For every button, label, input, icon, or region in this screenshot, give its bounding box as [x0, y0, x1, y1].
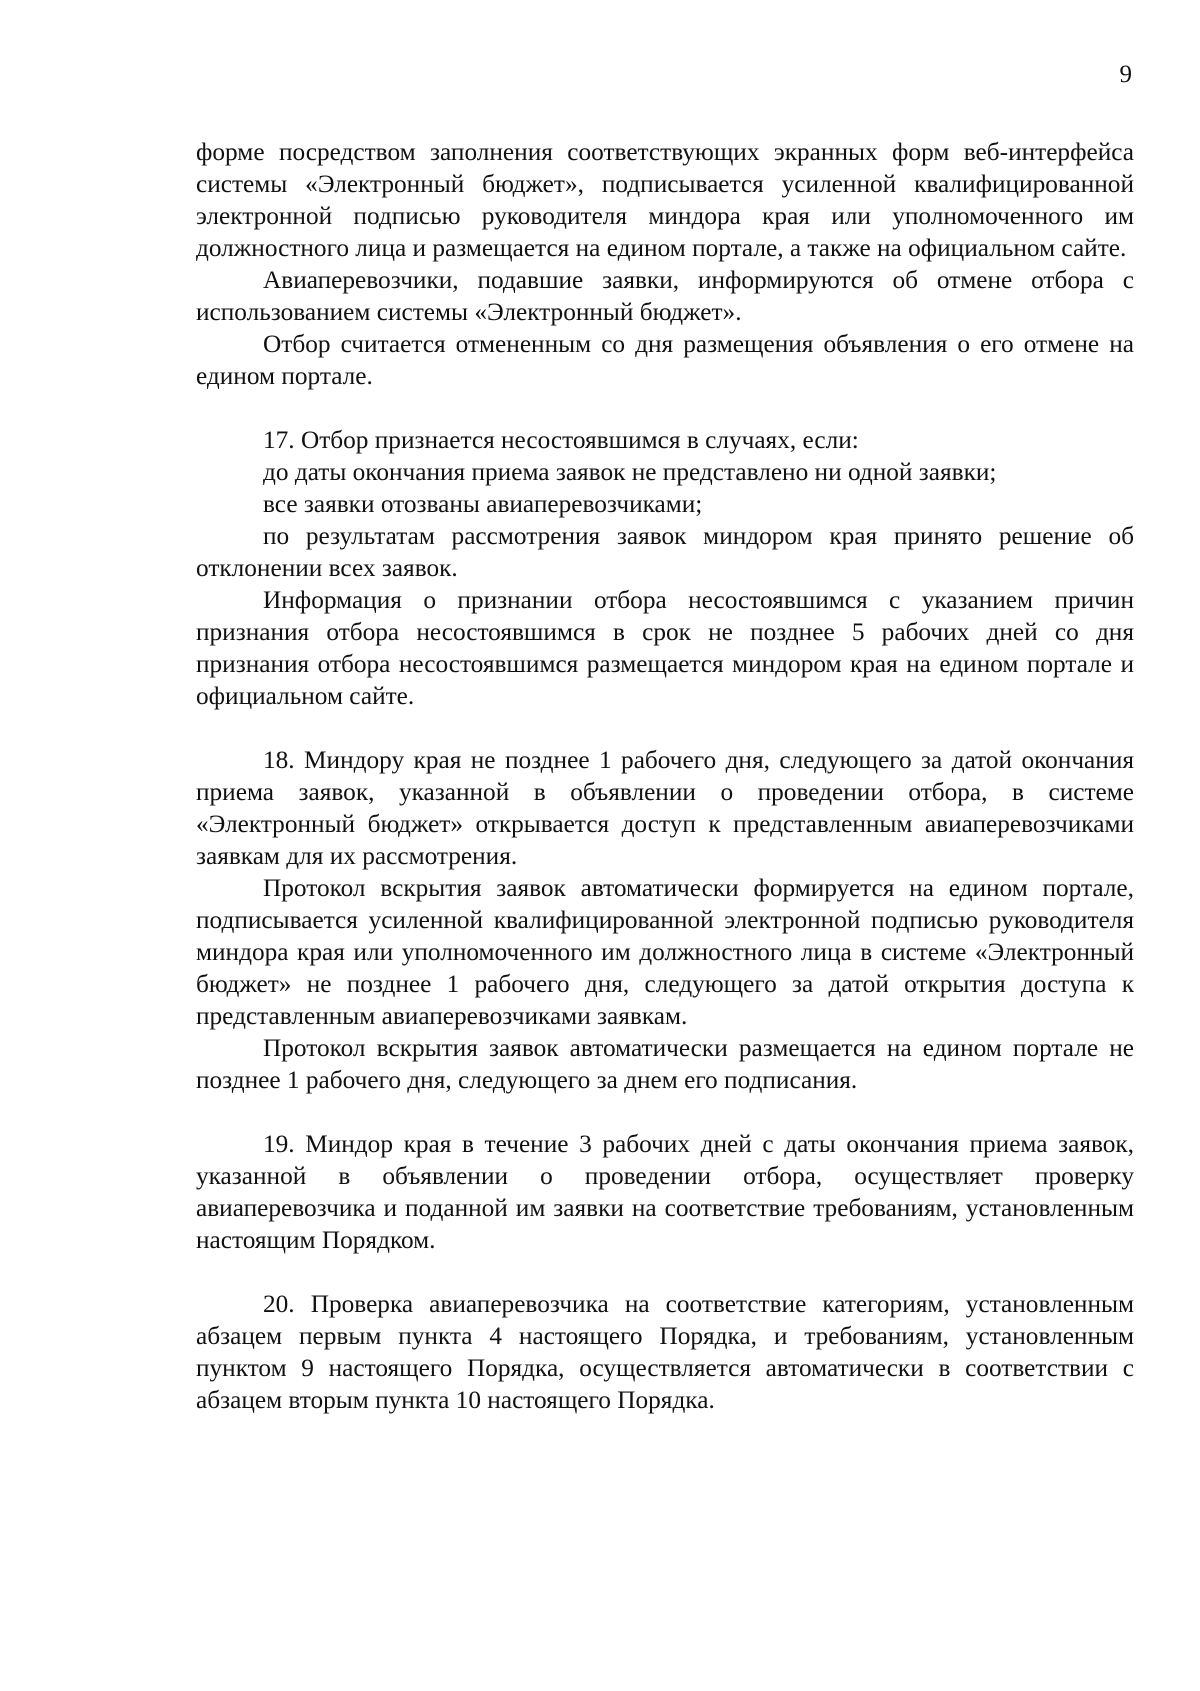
page-number: 9 — [1119, 61, 1132, 88]
clause-19: 19. Миндор края в течение 3 рабочих дней с даты окончания приема заявок, указанной в объявлении о проведении отбора, осуществляет проверку авиаперевозчика и поданной им заявки на соответствие требованиям, установленным настоящим Порядком. — [196, 1130, 1134, 1254]
document-body — [196, 136, 1134, 1416]
clause-20: 20. Проверка авиаперевозчика на соответствие категориям, установленным абзацем первым пункта 4 настоящего Порядка, и требованиям, установленным пунктом 9 настоящего Порядка, осуществляется автоматически в соответствии с абзацем вторым пункта 10 настоящего Порядка. — [196, 1290, 1134, 1414]
clause-18-protocol-publishing: Протокол вскрытия заявок автоматически размещается на едином портале не позднее 1 рабочего дня, следующего за днем его подписания. — [196, 1034, 1134, 1094]
paragraph-notification: Авиаперевозчики, подавшие заявки, информируются об отмене отбора с использованием системы «Электронный бюджет». — [196, 266, 1134, 326]
clause-18-protocol-forming: Протокол вскрытия заявок автоматически формируется на едином портале, подписывается усиленной квалифицированной электронной подписью руководителя миндора края или уполномоченного им должностного лица в системе «Электронный бюджет» не позднее 1 рабочего дня, следующего за датой открытия доступа к представленным авиаперевозчиками заявкам. — [196, 874, 1134, 1030]
paragraph-cancellation: Отбор считается отмененным со дня размещения объявления о его отмене на едином портале. — [196, 330, 1134, 390]
clause-17-case-1: до даты окончания приема заявок не представлено ни одной заявки; — [263, 458, 997, 486]
paragraph-continuation: форме посредством заполнения соответствующих экранных форм веб-интерфейса системы «Электронный бюджет», подписывается усиленной квалифицированной электронной подписью руководителя миндора края или уполномоченного им должностного лица и размещается на едином портале, а также на официальном сайте. — [196, 138, 1134, 262]
clause-17-information: Информация о признании отбора несостоявшимся с указанием причин признания отбора несостоявшимся в срок не позднее 5 рабочих дней со дня признания отбора несостоявшимся размещается миндором края на едином портале и официальном сайте. — [196, 586, 1134, 710]
clause-17-case-2: все заявки отозваны авиаперевозчиками; — [263, 490, 703, 518]
clause-17-case-3: по результатам рассмотрения заявок миндором края принято решение об отклонении всех заявок. — [196, 522, 1134, 582]
clause-17-heading: 17. Отбор признается несостоявшимся в случаях, если: — [263, 426, 859, 454]
clause-18: 18. Миндору края не позднее 1 рабочего дня, следующего за датой окончания приема заявок, указанной в объявлении о проведении отбора, в системе «Электронный бюджет» открывается доступ к представленным авиаперевозчиками заявкам для их рассмотрения. — [196, 746, 1134, 870]
